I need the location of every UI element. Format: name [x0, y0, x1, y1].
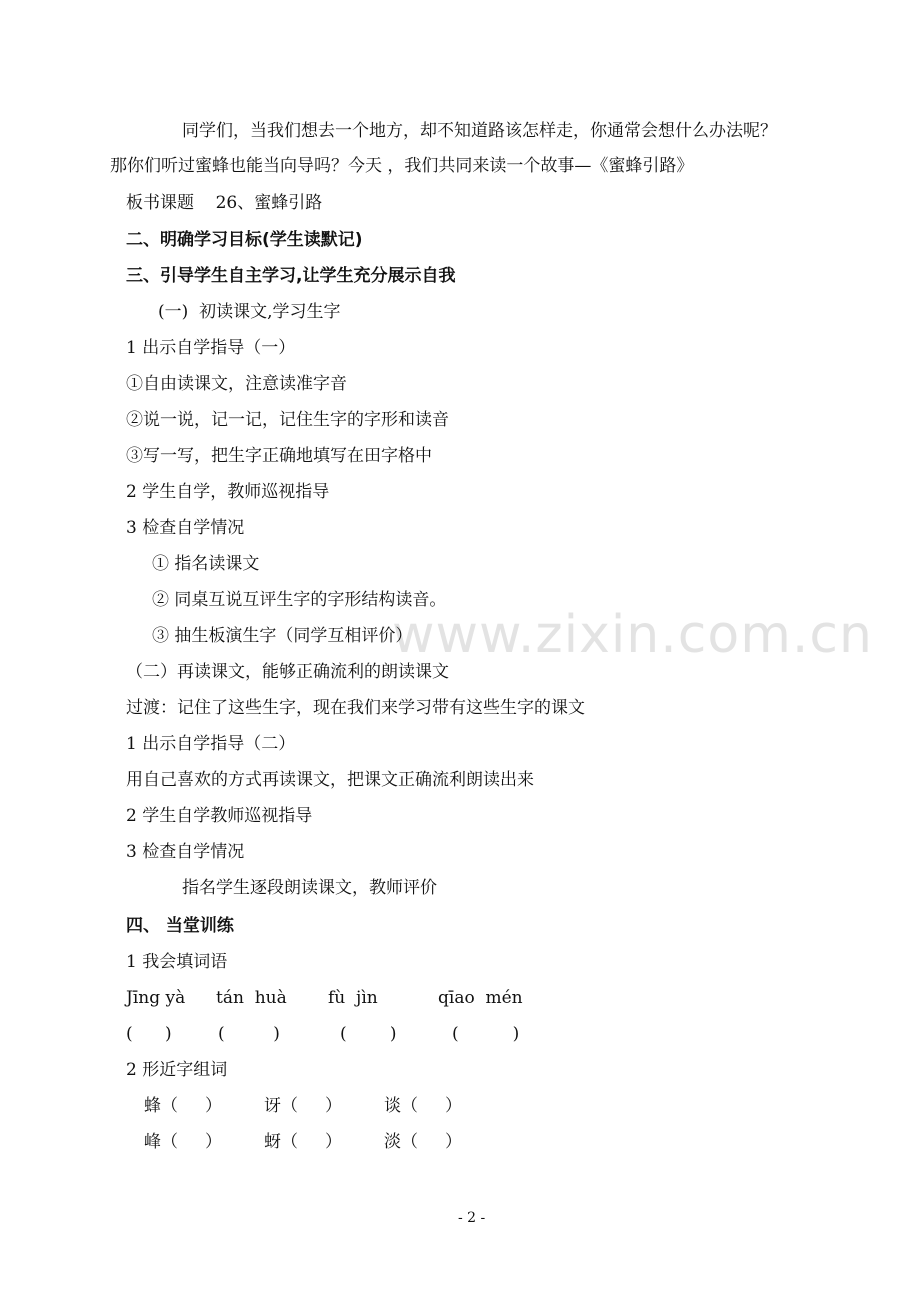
exercise-1-title: 1 我会填词语	[126, 952, 228, 972]
pinyin-2: tán huà	[216, 988, 287, 1008]
part-2-check: 指名学生逐段朗读课文，教师评价	[182, 878, 437, 898]
part-1-heading: (一) 初读课文,学习生字	[158, 302, 341, 322]
blank-1: ( )	[126, 1024, 172, 1044]
section-3-heading: 三、引导学生自主学习,让学生充分展示自我	[126, 266, 456, 286]
watermark: www.zixin.com.cn	[392, 605, 873, 665]
similar-char-1-1: 蜂（ ）	[144, 1096, 223, 1116]
similar-char-2-1: 峰（ ）	[144, 1132, 223, 1152]
similar-char-2-3: 淡（ ）	[384, 1132, 463, 1152]
part-1-check-1: ① 指名读课文	[152, 554, 260, 574]
part-2-guide: 1 出示自学指导（二）	[126, 734, 296, 754]
intro-line-2: 那你们听过蜜蜂也能当向导吗？今天 ，我们共同来读一个故事—《蜜蜂引路》	[110, 156, 694, 176]
part-1-check-3: ③ 抽生板演生字（同学互相评价）	[152, 626, 413, 646]
part-1-step-2: 2 学生自学，教师巡视指导	[126, 482, 330, 502]
part-2-instruction: 用自己喜欢的方式再读课文，把课文正确流利朗读出来	[126, 770, 534, 790]
section-4-heading: 四、 当堂训练	[126, 916, 234, 936]
part-1-item-1: ①自由读课文，注意读准字音	[126, 374, 347, 394]
blank-3: ( )	[340, 1024, 397, 1044]
pinyin-1: Jīng yà	[126, 988, 186, 1008]
part-1-guide: 1 出示自学指导（一）	[126, 338, 296, 358]
part-1-check-2: ② 同桌互说互评生字的字形结构读音。	[152, 590, 447, 610]
similar-char-2-2: 蚜（ ）	[264, 1132, 343, 1152]
similar-char-1-2: 讶（ ）	[264, 1096, 343, 1116]
page-number: - 2 -	[458, 1210, 486, 1226]
blank-2: ( )	[218, 1024, 280, 1044]
section-2-heading: 二、明确学习目标(学生读默记)	[126, 230, 363, 250]
part-2-step-2: 2 学生自学教师巡视指导	[126, 806, 313, 826]
part-1-item-2: ②说一说，记一记，记住生字的字形和读音	[126, 410, 449, 430]
part-2-step-3: 3 检查自学情况	[126, 842, 245, 862]
part-2-heading: （二）再读课文，能够正确流利的朗读课文	[126, 662, 449, 682]
intro-line-1: 同学们，当我们想去一个地方，却不知道路该怎样走，你通常会想什么办法呢？	[182, 121, 777, 141]
similar-char-1-3: 谈（ ）	[384, 1096, 463, 1116]
part-1-item-3: ③写一写，把生字正确地填写在田字格中	[126, 446, 432, 466]
exercise-2-title: 2 形近字组词	[126, 1060, 228, 1080]
pinyin-3: fù jìn	[328, 988, 378, 1008]
blank-4: ( )	[452, 1024, 520, 1044]
part-1-step-3: 3 检查自学情况	[126, 518, 245, 538]
pinyin-4: qīao mén	[438, 988, 523, 1008]
part-2-transition: 过渡：记住了这些生字，现在我们来学习带有这些生字的课文	[126, 698, 585, 718]
board-title: 板书课题 26、蜜蜂引路	[126, 193, 323, 213]
